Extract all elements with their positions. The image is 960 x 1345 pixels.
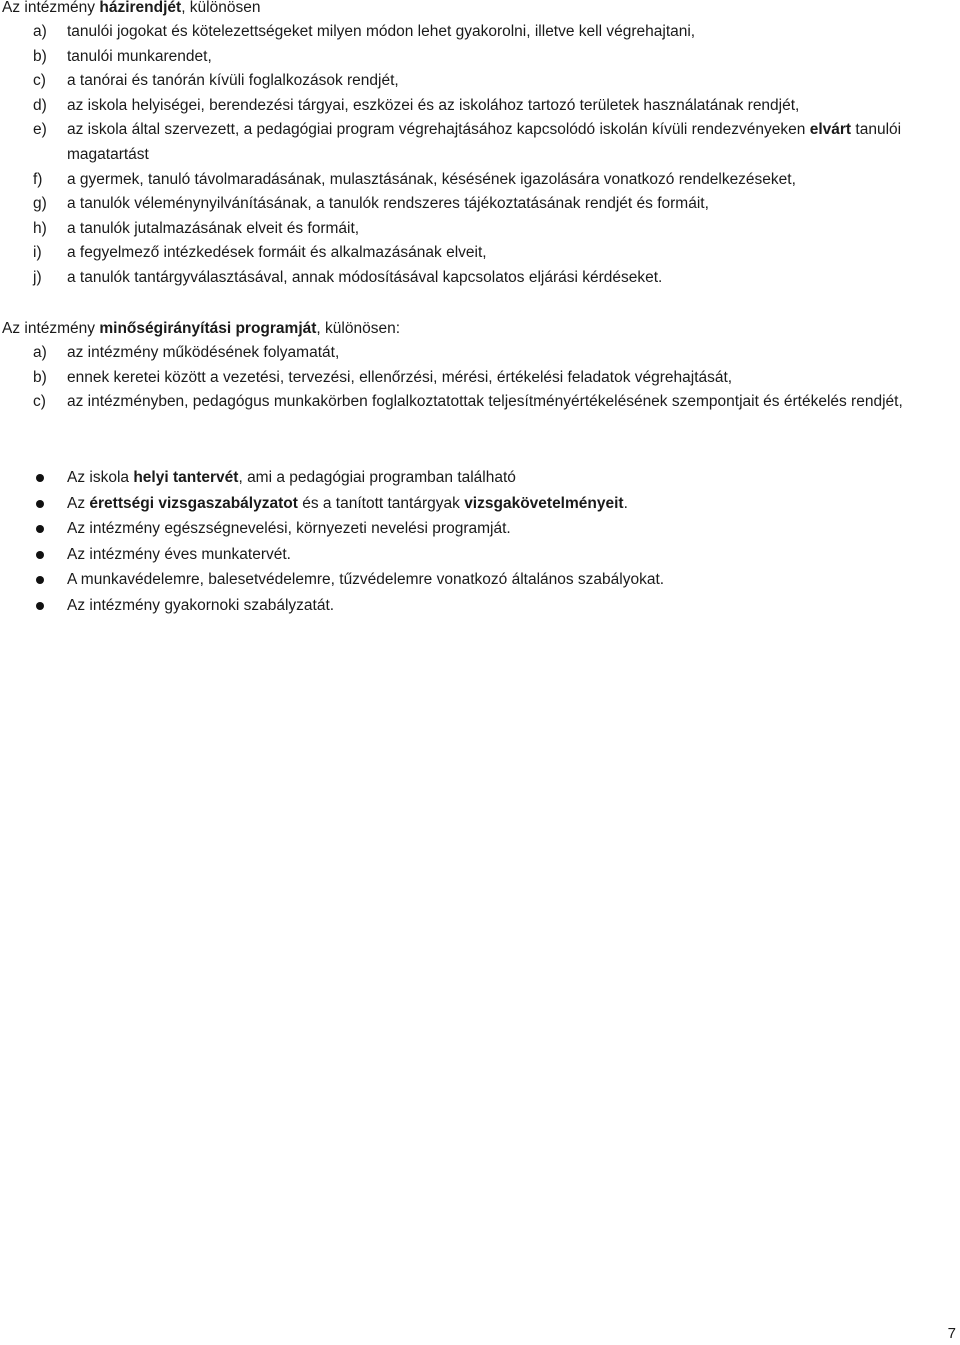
list-item-text: a tanulók véleménynyilvánításának, a tanulók rendszeres tájékoztatásának rendjét és formáit, (67, 195, 709, 213)
bullet-text-emphasis: helyi tantervét (133, 469, 239, 486)
bullet-text-part: . (623, 494, 628, 512)
section-heading-hazirend (2, 0, 260, 20)
list-marker: a) (33, 23, 47, 40)
list-marker: i) (33, 244, 42, 262)
list-marker: h) (33, 219, 47, 237)
list-item (33, 390, 933, 415)
bullet-dot-icon (36, 551, 44, 559)
list-item-text: a tanulók tantárgyválasztásával, annak módosításával kapcsolatos eljárási kérdéseket. (67, 268, 663, 286)
heading-prefix: Az intézmény (2, 0, 100, 16)
list-item (33, 341, 933, 366)
bullet-item (33, 491, 933, 517)
bullet-text (67, 469, 516, 486)
list-marker: a) (33, 344, 47, 361)
list-item (33, 217, 933, 242)
list-item (33, 192, 933, 217)
heading-suffix: , különösen (181, 0, 261, 16)
list-marker: f) (33, 170, 43, 188)
bullet-text-part: és a tanított tantárgyak (297, 494, 465, 512)
list-item-text: a tanulók jutalmazásának elveit és formáit, (67, 219, 360, 237)
bullet-item (33, 542, 933, 568)
list-item (33, 69, 933, 94)
list-item-text-tail: tanulói magatartást (67, 121, 902, 163)
list-item (33, 168, 933, 193)
bullet-dot-icon (36, 525, 44, 533)
heading-emphasis: minőségirányítási programját (99, 320, 317, 337)
list-item (33, 45, 933, 70)
heading-prefix: Az intézmény (2, 320, 100, 337)
list-marker: c) (33, 72, 46, 90)
list-marker: j) (33, 268, 42, 286)
bullet-text-emphasis: vizsgakövetelményeit (464, 494, 624, 512)
list-item-text: az intézmény működésének folyamatát, (67, 344, 340, 361)
bullet-item (33, 567, 933, 593)
document-bullet-list (33, 465, 933, 619)
page-number: 7 (947, 1325, 956, 1342)
list-item (33, 118, 933, 167)
list-item-text: ennek keretei között a vezetési, tervezési, ellenőrzési, mérési, értékelési feladatok végrehajtását, (67, 368, 733, 386)
bullet-text: Az intézmény gyakornoki szabályzatát. (67, 596, 335, 614)
list-item-text: tanulói jogokat és kötelezettségeket milyen módon lehet gyakorolni, illetve kell végrehajtani, (67, 23, 696, 40)
bullet-item (33, 465, 933, 491)
list-item-emphasis: elvárt (809, 121, 852, 139)
list-item (33, 266, 933, 291)
bullet-dot-icon (36, 576, 44, 584)
bullet-text-emphasis: érettségi vizsgaszabályzatot (89, 494, 298, 512)
bullet-item (33, 593, 933, 619)
list-item (33, 241, 933, 266)
list-item-text: az iskola helyiségei, berendezési tárgyai, eszközei és az iskolához tartozó területek használatának rendjét, (67, 96, 800, 114)
heading-emphasis: házirendjét (99, 0, 182, 16)
list-item-text: a tanórai és tanórán kívüli foglalkozások rendjét, (67, 72, 399, 90)
bullet-item (33, 516, 933, 542)
list-marker: g) (33, 195, 47, 213)
list-item-text: az intézményben, pedagógus munkakörben foglalkoztatottak teljesítményértékelésének szempontjait és értékelés rendjét, (67, 393, 903, 411)
bullet-text-part: Az (67, 494, 90, 512)
bullet-text-part: Az iskola (67, 469, 134, 486)
minosegiranyitas-list (33, 341, 933, 415)
list-item-text: a fegyelmező intézkedések formáit és alkalmazásának elveit, (67, 244, 487, 262)
bullet-text: A munkavédelemre, balesetvédelemre, tűzvédelemre vonatkozó általános szabályokat. (67, 571, 665, 589)
list-marker: b) (33, 47, 47, 65)
list-marker: c) (33, 393, 46, 411)
bullet-text: Az intézmény egészségnevelési, környezeti nevelési programját. (67, 520, 511, 538)
list-item-text: tanulói munkarendet, (67, 47, 212, 65)
list-item-text: a gyermek, tanuló távolmaradásának, mulasztásának, késésének igazolására vonatkozó rendelkezéseket, (67, 170, 796, 188)
heading-suffix: , különösen: (316, 320, 401, 337)
list-marker: e) (33, 121, 47, 139)
list-item-text: az iskola által szervezett, a pedagógiai program végrehajtásához kapcsolódó iskolán kívüli rendezvényeken (67, 121, 810, 139)
bullet-text (67, 495, 628, 512)
list-item (33, 94, 933, 119)
bullet-dot-icon (36, 500, 44, 508)
list-marker: d) (33, 96, 47, 114)
bullet-text-part: , ami a pedagógiai programban található (238, 469, 516, 486)
section-heading-minosegiranyitas (2, 317, 400, 341)
list-item (33, 366, 933, 391)
bullet-dot-icon (36, 474, 44, 482)
bullet-text: Az intézmény éves munkatervét. (67, 545, 291, 563)
bullet-dot-icon (36, 602, 44, 610)
list-item (33, 20, 933, 45)
hazirend-list (33, 20, 933, 291)
list-marker: b) (33, 368, 47, 386)
